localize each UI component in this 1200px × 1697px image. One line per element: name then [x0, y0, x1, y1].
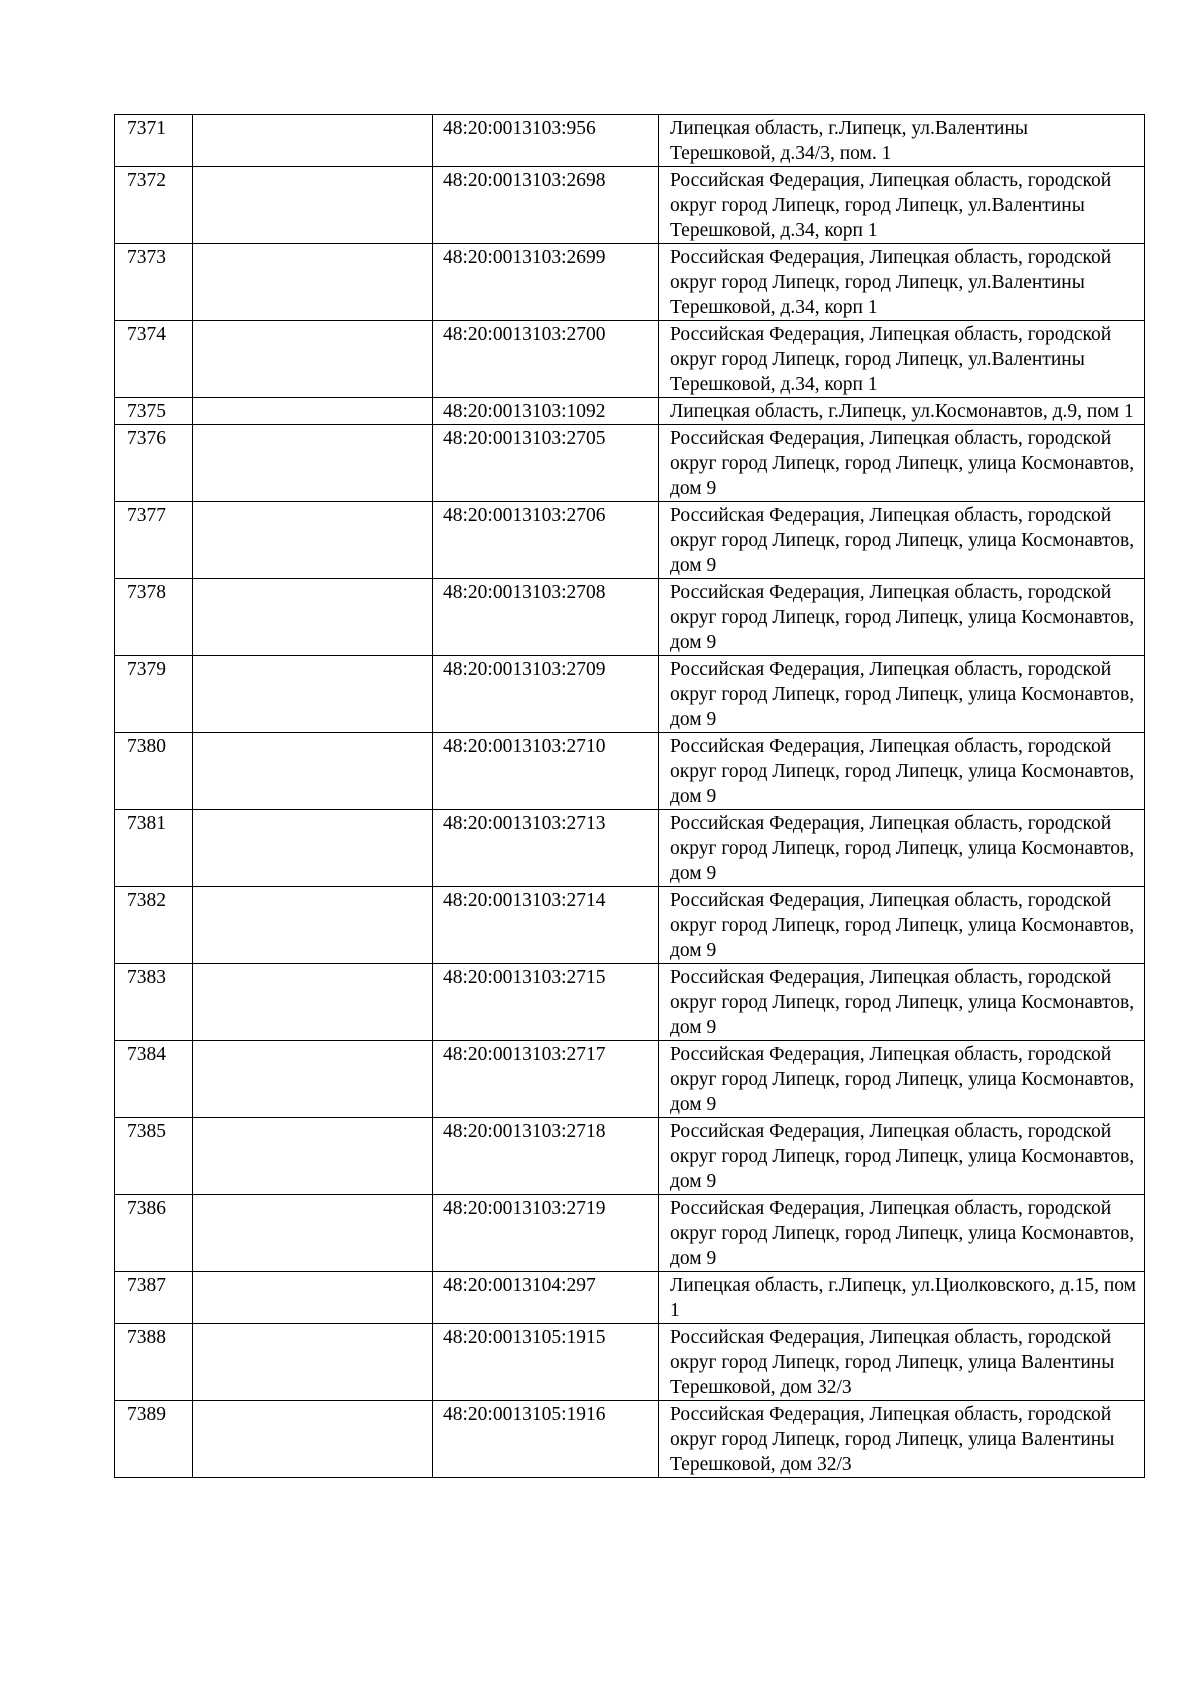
- cadastral-number: 48:20:0013103:1092: [433, 398, 659, 425]
- row-number: 7378: [115, 579, 193, 656]
- row-number: 7381: [115, 810, 193, 887]
- object-name: [193, 1401, 433, 1478]
- object-name: [193, 887, 433, 964]
- cadastral-number: 48:20:0013105:1916: [433, 1401, 659, 1478]
- table-row: [115, 321, 1145, 398]
- table-row: [115, 656, 1145, 733]
- cadastral-number: 48:20:0013103:2719: [433, 1195, 659, 1272]
- object-address: Российская Федерация, Липецкая область, городской округ город Липецк, город Липецк, улица Космонавтов, дом 9: [659, 810, 1145, 887]
- table-row: [115, 887, 1145, 964]
- registry-table: [114, 114, 1145, 1478]
- cadastral-number: 48:20:0013103:2715: [433, 964, 659, 1041]
- object-name: [193, 1118, 433, 1195]
- object-address: Российская Федерация, Липецкая область, городской округ город Липецк, город Липецк, улица Космонавтов, дом 9: [659, 1118, 1145, 1195]
- row-number: 7374: [115, 321, 193, 398]
- table-row: [115, 579, 1145, 656]
- table-row: [115, 1272, 1145, 1324]
- object-address: Российская Федерация, Липецкая область, городской округ город Липецк, город Липецк, улица Космонавтов, дом 9: [659, 502, 1145, 579]
- row-number: 7377: [115, 502, 193, 579]
- cadastral-number: 48:20:0013103:2708: [433, 579, 659, 656]
- cadastral-number: 48:20:0013103:2717: [433, 1041, 659, 1118]
- object-name: [193, 115, 433, 167]
- cadastral-number: 48:20:0013103:2699: [433, 244, 659, 321]
- table-row: [115, 502, 1145, 579]
- table-row: [115, 425, 1145, 502]
- row-number: 7384: [115, 1041, 193, 1118]
- cadastral-number: 48:20:0013103:2706: [433, 502, 659, 579]
- object-address: Липецкая область, г.Липецк, ул.Валентины Терешковой, д.34/3, пом. 1: [659, 115, 1145, 167]
- table-row: [115, 1118, 1145, 1195]
- table-row: [115, 167, 1145, 244]
- cadastral-number: 48:20:0013103:2700: [433, 321, 659, 398]
- row-number: 7388: [115, 1324, 193, 1401]
- row-number: 7373: [115, 244, 193, 321]
- object-address: Липецкая область, г.Липецк, ул.Циолковского, д.15, пом 1: [659, 1272, 1145, 1324]
- object-name: [193, 244, 433, 321]
- row-number: 7382: [115, 887, 193, 964]
- object-name: [193, 656, 433, 733]
- object-name: [193, 502, 433, 579]
- object-address: Российская Федерация, Липецкая область, городской округ город Липецк, город Липецк, улица Космонавтов, дом 9: [659, 1041, 1145, 1118]
- cadastral-number: 48:20:0013103:2705: [433, 425, 659, 502]
- table-row: [115, 964, 1145, 1041]
- object-address: Российская Федерация, Липецкая область, городской округ город Липецк, город Липецк, ул.Валентины Терешковой, д.34, корп 1: [659, 321, 1145, 398]
- table-row: [115, 733, 1145, 810]
- object-address: Российская Федерация, Липецкая область, городской округ город Липецк, город Липецк, улица Космонавтов, дом 9: [659, 579, 1145, 656]
- object-address: Российская Федерация, Липецкая область, городской округ город Липецк, город Липецк, улица Космонавтов, дом 9: [659, 733, 1145, 810]
- cadastral-number: 48:20:0013103:2710: [433, 733, 659, 810]
- row-number: 7375: [115, 398, 193, 425]
- row-number: 7372: [115, 167, 193, 244]
- table-row: [115, 1195, 1145, 1272]
- cadastral-number: 48:20:0013103:2714: [433, 887, 659, 964]
- object-name: [193, 321, 433, 398]
- table-row: [115, 1041, 1145, 1118]
- object-address: Российская Федерация, Липецкая область, городской округ город Липецк, город Липецк, улица Космонавтов, дом 9: [659, 656, 1145, 733]
- cadastral-number: 48:20:0013103:2718: [433, 1118, 659, 1195]
- object-address: Российская Федерация, Липецкая область, городской округ город Липецк, город Липецк, улица Космонавтов, дом 9: [659, 887, 1145, 964]
- table-row: [115, 1401, 1145, 1478]
- row-number: 7376: [115, 425, 193, 502]
- object-address: Российская Федерация, Липецкая область, городской округ город Липецк, город Липецк, улица Валентины Терешковой, дом 32/3: [659, 1324, 1145, 1401]
- object-address: Российская Федерация, Липецкая область, городской округ город Липецк, город Липецк, ул.Валентины Терешковой, д.34, корп 1: [659, 244, 1145, 321]
- row-number: 7385: [115, 1118, 193, 1195]
- object-name: [193, 1272, 433, 1324]
- object-address: Российская Федерация, Липецкая область, городской округ город Липецк, город Липецк, улица Валентины Терешковой, дом 32/3: [659, 1401, 1145, 1478]
- row-number: 7386: [115, 1195, 193, 1272]
- object-name: [193, 733, 433, 810]
- table-row: [115, 398, 1145, 425]
- cadastral-number: 48:20:0013103:2709: [433, 656, 659, 733]
- object-name: [193, 1195, 433, 1272]
- row-number: 7371: [115, 115, 193, 167]
- table-row: [115, 810, 1145, 887]
- row-number: 7389: [115, 1401, 193, 1478]
- object-name: [193, 1041, 433, 1118]
- table-row: [115, 244, 1145, 321]
- object-address: Российская Федерация, Липецкая область, городской округ город Липецк, город Липецк, улица Космонавтов, дом 9: [659, 425, 1145, 502]
- table-row: [115, 115, 1145, 167]
- cadastral-number: 48:20:0013103:2698: [433, 167, 659, 244]
- object-name: [193, 1324, 433, 1401]
- object-address: Российская Федерация, Липецкая область, городской округ город Липецк, город Липецк, ул.Валентины Терешковой, д.34, корп 1: [659, 167, 1145, 244]
- object-address: Липецкая область, г.Липецк, ул.Космонавтов, д.9, пом 1: [659, 398, 1145, 425]
- object-address: Российская Федерация, Липецкая область, городской округ город Липецк, город Липецк, улица Космонавтов, дом 9: [659, 1195, 1145, 1272]
- cadastral-number: 48:20:0013105:1915: [433, 1324, 659, 1401]
- row-number: 7379: [115, 656, 193, 733]
- cadastral-number: 48:20:0013103:956: [433, 115, 659, 167]
- object-name: [193, 425, 433, 502]
- cadastral-number: 48:20:0013103:2713: [433, 810, 659, 887]
- object-address: Российская Федерация, Липецкая область, городской округ город Липецк, город Липецк, улица Космонавтов, дом 9: [659, 964, 1145, 1041]
- object-name: [193, 964, 433, 1041]
- row-number: 7380: [115, 733, 193, 810]
- cadastral-number: 48:20:0013104:297: [433, 1272, 659, 1324]
- object-name: [193, 579, 433, 656]
- row-number: 7387: [115, 1272, 193, 1324]
- row-number: 7383: [115, 964, 193, 1041]
- object-name: [193, 167, 433, 244]
- table-row: [115, 1324, 1145, 1401]
- object-name: [193, 810, 433, 887]
- object-name: [193, 398, 433, 425]
